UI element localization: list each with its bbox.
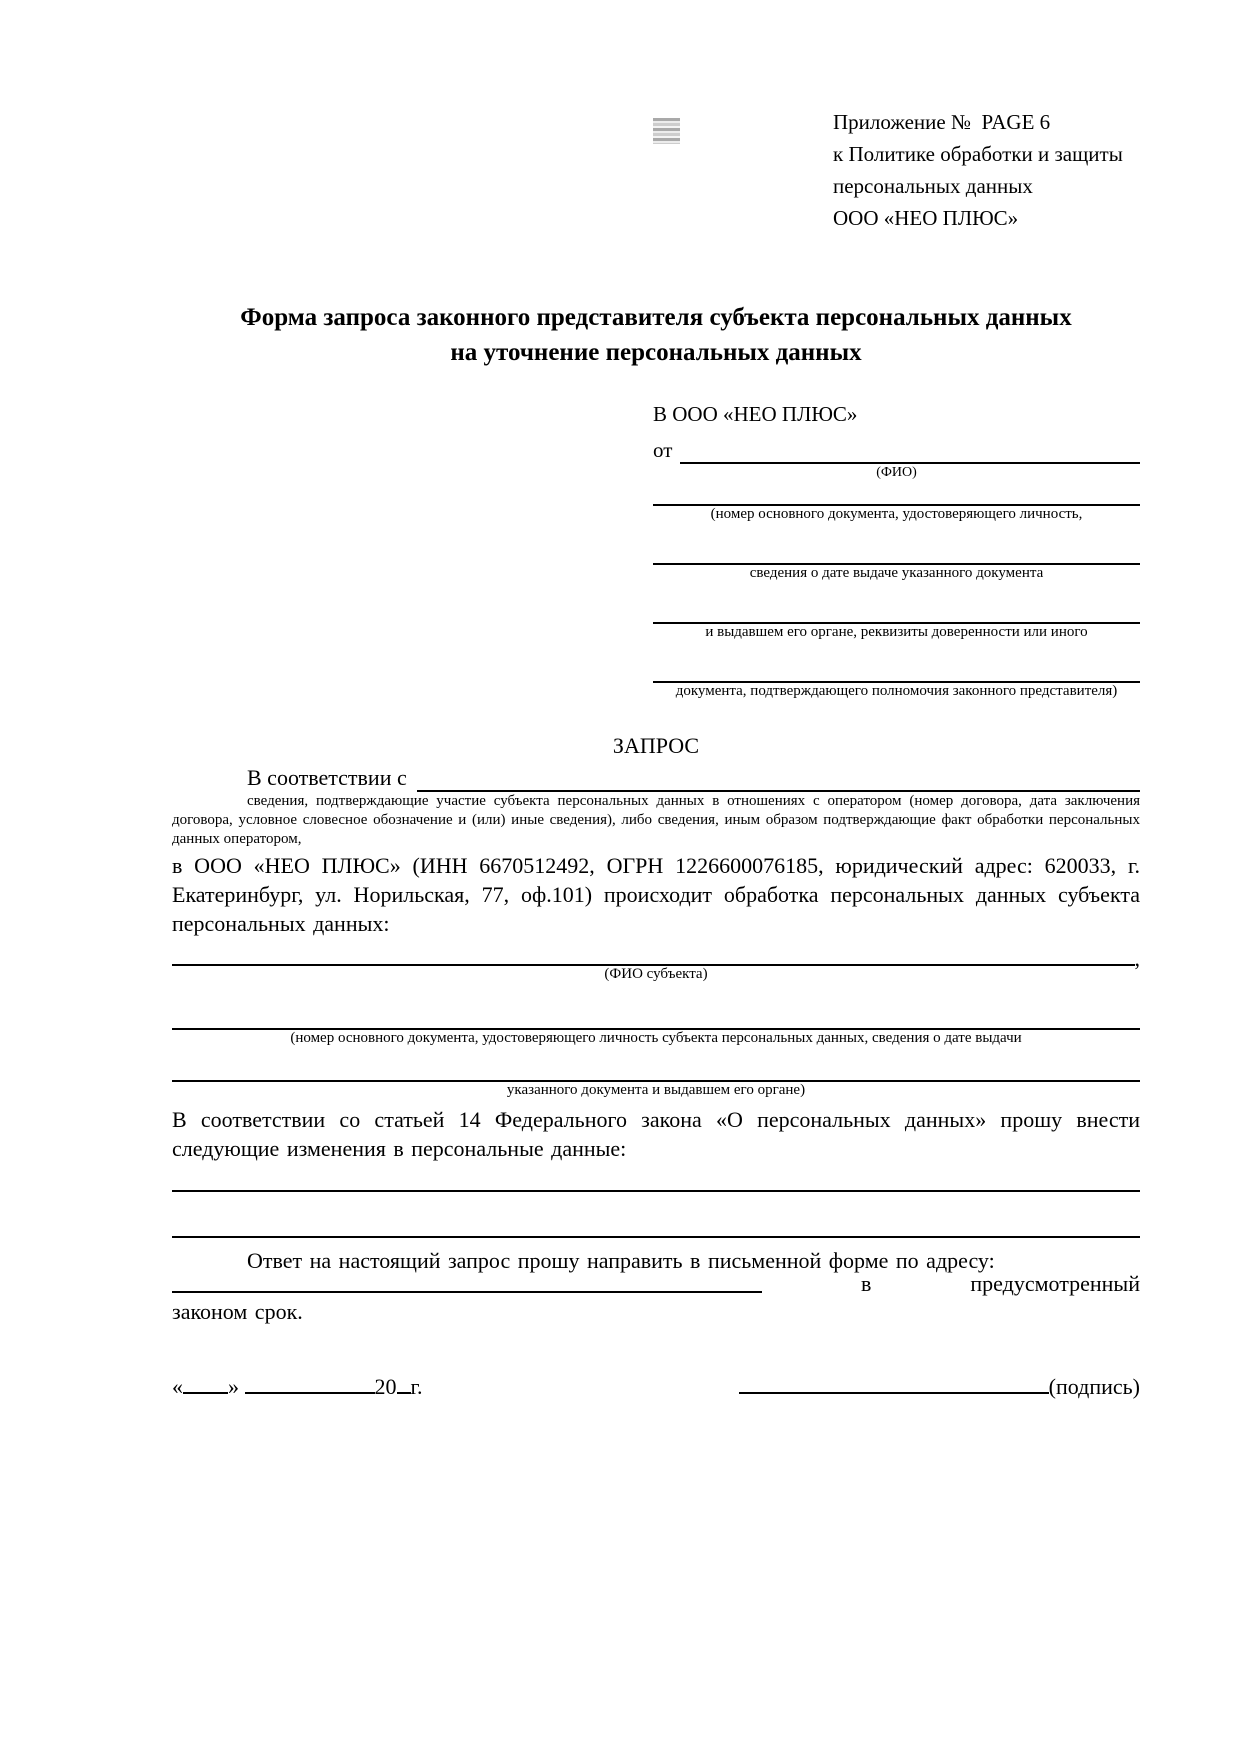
from-row — [653, 436, 1140, 464]
document-title-line1: Форма запроса законного представителя субъекта персональных данных — [240, 304, 1072, 331]
request-heading: ЗАПРОС — [612, 733, 700, 758]
rep-authority-blank-field — [653, 600, 1140, 624]
document-title — [172, 300, 1140, 370]
subject-document-caption-line1: (номер основного документа, удостоверяющего личность субъекта персональных данных, сведения о дате выдачи — [290, 1030, 1022, 1046]
signature-caption: (подпись) — [1048, 1374, 1140, 1399]
intro-row — [172, 764, 1140, 792]
subject-fio-row — [172, 946, 1140, 971]
reply-tail-word1: в — [861, 1271, 872, 1296]
rep-authority-caption: и выдавшем его органе, реквизиты доверенности или иного — [705, 624, 1088, 640]
reply-tail-end: законом срок. — [172, 1299, 303, 1324]
date-month-blank-field — [245, 1374, 375, 1394]
rep-document-blank-field — [653, 482, 1140, 506]
rep-document-caption: (номер основного документа, удостоверяющего личность, — [710, 506, 1083, 522]
signature-blank-field — [739, 1374, 1049, 1394]
intro-prefix: В соответствии с — [247, 765, 407, 790]
from-label: от — [653, 438, 673, 462]
amendments-blank-field-1 — [172, 1163, 1140, 1192]
signature-field — [739, 1374, 1140, 1400]
reply-request-paragraph: Ответ на настоящий запрос прошу направить в письменной форме по адресу: — [247, 1248, 995, 1273]
header-note-line: персональных данных — [833, 174, 1033, 198]
subject-document-caption-line2: указанного документа и выдавшем его органе) — [506, 1082, 806, 1098]
contract-footnote: сведения, подтверждающие участие субъекта персональных данных в отношениях с оператором (номер договора, дата заключения договора, условное словесное обозначение и (или) иные сведения), либо сведения, иным образом подтверждающие факт обработки персональных данных оператором, — [172, 793, 1140, 847]
document-title-line2: на уточнение персональных данных — [450, 339, 862, 366]
contract-blank-field — [417, 766, 1140, 792]
fio-blank-field — [680, 438, 1140, 464]
header-note-line: Приложение № PAGE 6 — [833, 110, 1051, 134]
amendments-blank-field-2 — [172, 1192, 1140, 1238]
date-quote-close: » — [228, 1374, 239, 1399]
fio-caption: (ФИО) — [876, 465, 917, 480]
footer-row — [172, 1374, 1140, 1400]
date-field — [172, 1374, 423, 1400]
date-day-blank-field — [183, 1374, 228, 1394]
header-note-line: к Политике обработки и защиты — [833, 142, 1123, 166]
addressee-block — [653, 400, 1140, 700]
rep-issue-date-caption: сведения о дате выдаче указанного документа — [749, 565, 1044, 581]
date-year-blank-field — [397, 1374, 411, 1394]
subject-document-blank-field — [172, 997, 1140, 1030]
reply-tail-word2: предусмотренный — [970, 1271, 1140, 1296]
reply-address-row — [172, 1271, 1140, 1296]
amendment-request-paragraph: В соответствии со статьей 14 Федерального закона «О персональных данных» прошу внести следующие изменения в персональные данные: — [172, 1107, 1140, 1161]
addressee-organization: В ООО «НЕО ПЛЮС» — [653, 402, 858, 426]
subject-fio-caption: (ФИО субъекта) — [604, 966, 708, 982]
subject-fio-blank-field — [172, 950, 1135, 966]
header-note-line: ООО «НЕО ПЛЮС» — [833, 206, 1019, 230]
operator-info-paragraph: в ООО «НЕО ПЛЮС» (ИНН 6670512492, ОГРН 1226600076185, юридический адрес: 620033, г. Екатеринбург, ул. Норильская, 77, оф.101) происходит обработка персональных данных субъекта персональных данных: — [172, 853, 1140, 936]
subject-document-issuer-blank-field — [172, 1047, 1140, 1082]
date-year-suffix: г. — [410, 1374, 423, 1399]
reply-address-blank-field — [172, 1273, 762, 1293]
rep-issue-date-blank-field — [653, 541, 1140, 565]
date-year-prefix: 20 — [374, 1374, 397, 1399]
document-body — [172, 0, 1140, 1400]
rep-powers-caption: документа, подтверждающего полномочия законного представителя) — [675, 683, 1118, 699]
subject-fio-comma: , — [1134, 946, 1140, 971]
date-quote-open: « — [172, 1374, 183, 1399]
rep-powers-blank-field — [653, 659, 1140, 683]
